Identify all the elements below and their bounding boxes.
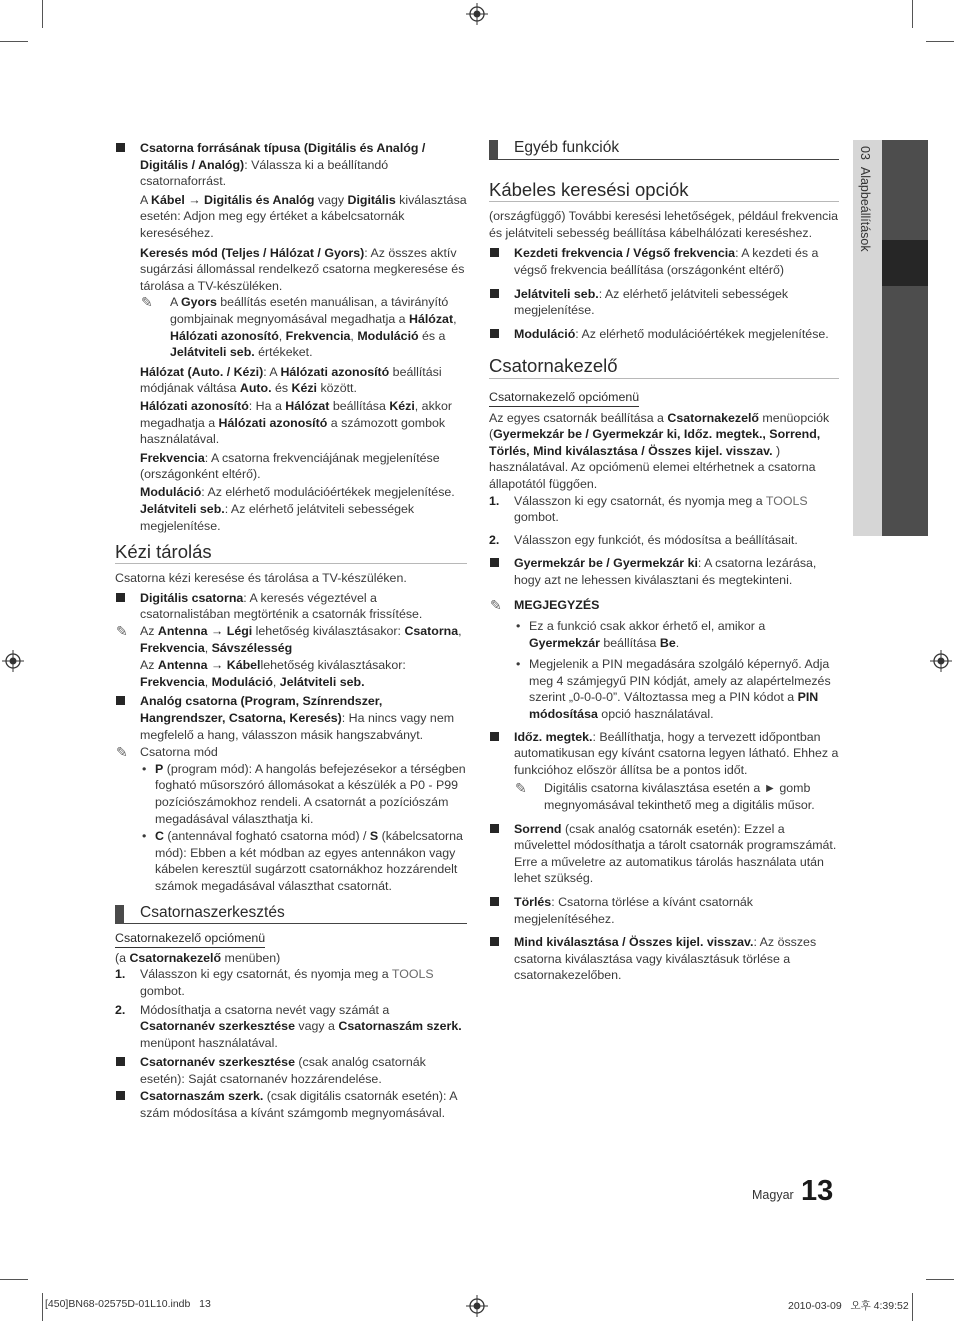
print-date: 2010-03-09 오후 4:39:52 (788, 1300, 909, 1312)
crop-mark (42, 1293, 43, 1321)
footer-language: Magyar (752, 1188, 794, 1202)
side-tab-dark (882, 140, 928, 536)
channel-manager-intro: Az egyes csatornák beállítása a Csatornakezelő menüopciók (Gyermekzár be / Gyermekzár ki, Időz. megtek., Sorrend, Törlés, Mind kiválasztása / Összes kijel. visszav. ) használatával. Az opciómenü elemei eltérhetnek a csatorna állapotától függően. (489, 410, 830, 491)
bullet-symbol-rate: Jelátviteli seb.: Az elérhető jelátviteli sebességek megjelenítése. (489, 286, 839, 319)
bullet-source-type: Csatorna forrásának típusa (Digitális és Analóg / Digitális / Analóg): Válassza ki a beállítandó csatornaforrást. (115, 140, 467, 190)
note-heading: ✎ MEGJEGYZÉS (490, 597, 600, 614)
note-digital-program: ✎ Digitális csatorna kiválasztása esetén a ► gomb megnyomásával tekinthető meg a digitális műsor. (515, 780, 815, 812)
channel-edit-menu-label: Csatornakezelő opciómenü (115, 930, 467, 948)
bullet-select-all: Mind kiválasztása / Összes kijel. visszav.: Az összes csatorna kiválasztása vagy kiválasztásuk törlése a csatornakezelőben. (489, 934, 839, 984)
bullet-sort: Sorrend (csak analóg csatornák esetén): Ezzel a művelettel módosíthatja a tárolt csatornák programszámát. Erre a műveletre az automatikus tárolás használata után lehet szükség. (489, 821, 839, 887)
heading-other-functions: Egyéb funkciók (489, 140, 839, 160)
paragraph-search-mode: Keresés mód (Teljes / Hálózat / Gyors): Az összes aktív sugárzási állomással rendelkező csatorna megkeresése és tárolása a TV-készüléken. (140, 245, 465, 293)
page-number: 13 (801, 1175, 834, 1207)
cm-step-2: 2. Válasszon egy funkciót, és módosítsa a beállításait. (489, 532, 798, 547)
bullet-delete: Törlés: Csatorna törlése a kívánt csatornák megjelenítéséhez. (489, 894, 839, 927)
pencil-note-icon: ✎ (490, 597, 502, 614)
bullet-analog-channel: Analóg csatorna (Program, Színrendszer, Hangrendszer, Csatorna, Keresés): Ha nincs vagy nem megfelelő a hang, válasszon másik hangszabványt. (115, 693, 467, 743)
dot-child-lock-on: • Ez a funkció csak akkor érhető el, amikor a Gyermekzár beállítása Be. (514, 618, 839, 651)
bullet-digital-channel: Digitális csatorna: A keresés végeztével a csatornalistában megtörténik a csatornák frissítése. (115, 590, 467, 623)
right-column (489, 140, 839, 984)
paragraph-cable: A Kábel → Digitális és Analóg vagy Digitális kiválasztása esetén: Adjon meg egy értéket a kábelcsatornák kereséséhez. (140, 192, 467, 240)
manual-store-intro: Csatorna kézi keresése és tárolása a TV-készüléken. (115, 571, 407, 586)
pencil-note-icon: ✎ (116, 623, 128, 640)
registration-mark-icon (2, 650, 24, 672)
dot-pin: • Megjelenik a PIN megadására szolgáló képernyő. Adja meg 4 számjegyű PIN kódját, amely az alapértelmezés szerint „0-0-0-0”. Változtassa meg a PIN kódot a PIN módosítása opció használatával. (514, 656, 839, 722)
registration-mark-icon (466, 1295, 488, 1317)
paragraph-symbol-rate: Jelátviteli seb.: Az elérhető jelátviteli sebességek megjelenítése. (140, 502, 415, 534)
crop-mark (926, 1279, 954, 1280)
pencil-note-icon: ✎ (141, 294, 153, 311)
note-antenna: ✎ Az Antenna → Légi lehetőség kiválasztásakor: Csatorna, Frekvencia, Sávszélesség (116, 623, 462, 655)
crop-mark (0, 1279, 28, 1280)
paragraph-network-id: Hálózati azonosító: Ha a Hálózat beállítása Kézi, akkor megadhatja a Hálózati azonosító a számozott gombok használatával. (140, 398, 452, 447)
crop-mark (42, 0, 43, 28)
step-1: 1. Válasszon ki egy csatornát, és nyomja meg a TOOLS gombot. (115, 967, 434, 998)
registration-mark-icon (466, 3, 488, 25)
paragraph-network: Hálózat (Auto. / Kézi): A Hálózati azonosító beállítási módjának váltása Auto. és Kézi között. (140, 364, 442, 396)
dot-program-mode: • P (program mód): A hangolás befejezésekor a térségben fogható műsorszóró állomásokat a készülék a P0 - P99 pozíciószámokhoz rendeli. A csatornát a pozíciószám megadásával választhatja ki. (140, 761, 467, 827)
note-fast: ✎ A Gyors beállítás esetén manuálisan, a távirányító gombjainak megnyomásával megadhatja a Hálózat, Hálózati azonosító, Frekvencia, Moduláció és a Jelátviteli seb. értékeket. (141, 294, 457, 360)
registration-mark-icon (930, 650, 952, 672)
crop-mark (912, 0, 913, 28)
pencil-note-icon: ✎ (515, 780, 527, 797)
heading-cable-search-options: Kábeles keresési opciók (489, 182, 839, 203)
pencil-note-icon: ✎ (116, 744, 128, 761)
crop-mark (926, 41, 954, 42)
heading-channel-manager: Csatornakezelő (489, 358, 839, 379)
cable-search-intro: (országfüggő) További keresési lehetőségek, például frekvencia és jelátviteli sebesség beállítása kábelhálózati kereséshez. (489, 209, 838, 240)
dot-channel-mode: • C (antennával fogható csatorna mód) / S (kábelcsatorna mód): Ebben a két módban az egyes antennákon vagy kábelen keresztül sugárzott csatornákhoz hozzárendelt számok megadásával választhat csatornát. (140, 828, 467, 894)
paragraph-frequency: Frekvencia: A csatorna frekvenciájának megjelenítése (országonként eltérő). (140, 450, 440, 482)
paragraph-modulation: Moduláció: Az elérhető modulációértékek megjelenítése. (140, 484, 455, 499)
bullet-child-lock: Gyermekzár be / Gyermekzár ki: A csatorna lezárása, hogy azt ne lehessen kiválasztani és megtekinteni. (489, 555, 839, 588)
bullet-timer-view: Időz. megtek.: Beállíthatja, hogy a tervezett időpontban automatikusan egy kívánt csatorna legyen látható. Ehhez a funkcióhoz először állítsa be a pontos időt. (489, 729, 839, 779)
crop-mark (0, 41, 28, 42)
print-file-info: [450]BN68-02575D-01L10.indb 13 (45, 1298, 211, 1310)
bullet-channel-name-edit: Csatornanév szerkesztése (csak analóg csatornák esetén): Saját csatornanév hozzárendelése. (115, 1054, 467, 1087)
heading-manual-store: Kézi tárolás (115, 544, 467, 565)
crop-mark (912, 1293, 913, 1321)
cm-step-1: 1. Válasszon ki egy csatornát, és nyomja meg a TOOLS gombot. (489, 493, 808, 525)
channel-edit-paren: (a Csatornakezelő menüben) (115, 950, 281, 965)
step-2: 2. Módosíthatja a csatorna nevét vagy számát a Csatornanév szerkesztése vagy a Csatornaszám szerk. menüpont használatával. (115, 1002, 462, 1050)
channel-manager-menu-label: Csatornakezelő opciómenü (489, 389, 839, 407)
note-channel-mode: ✎ Csatorna mód (116, 744, 218, 761)
heading-channel-edit: Csatornaszerkesztés (115, 905, 467, 925)
side-tab-label: 03 Alapbeállítások (858, 146, 872, 252)
bullet-start-end-frequency: Kezdeti frekvencia / Végső frekvencia: A kezdeti és a végső frekvencia beállítása (országonként eltérő) (489, 245, 839, 278)
bullet-channel-number-edit: Csatornaszám szerk. (csak digitális csatornák esetén): A szám módosítása a kívánt számgomb megnyomásával. (115, 1088, 467, 1121)
note-antenna-cable: Az Antenna → Kábellehetőség kiválasztásakor: Frekvencia, Moduláció, Jelátviteli seb. (140, 658, 406, 689)
bullet-modulation: Moduláció: Az elérhető modulációértékek megjelenítése. (489, 326, 839, 343)
left-column (115, 140, 467, 1122)
side-tab-marker (882, 240, 928, 286)
